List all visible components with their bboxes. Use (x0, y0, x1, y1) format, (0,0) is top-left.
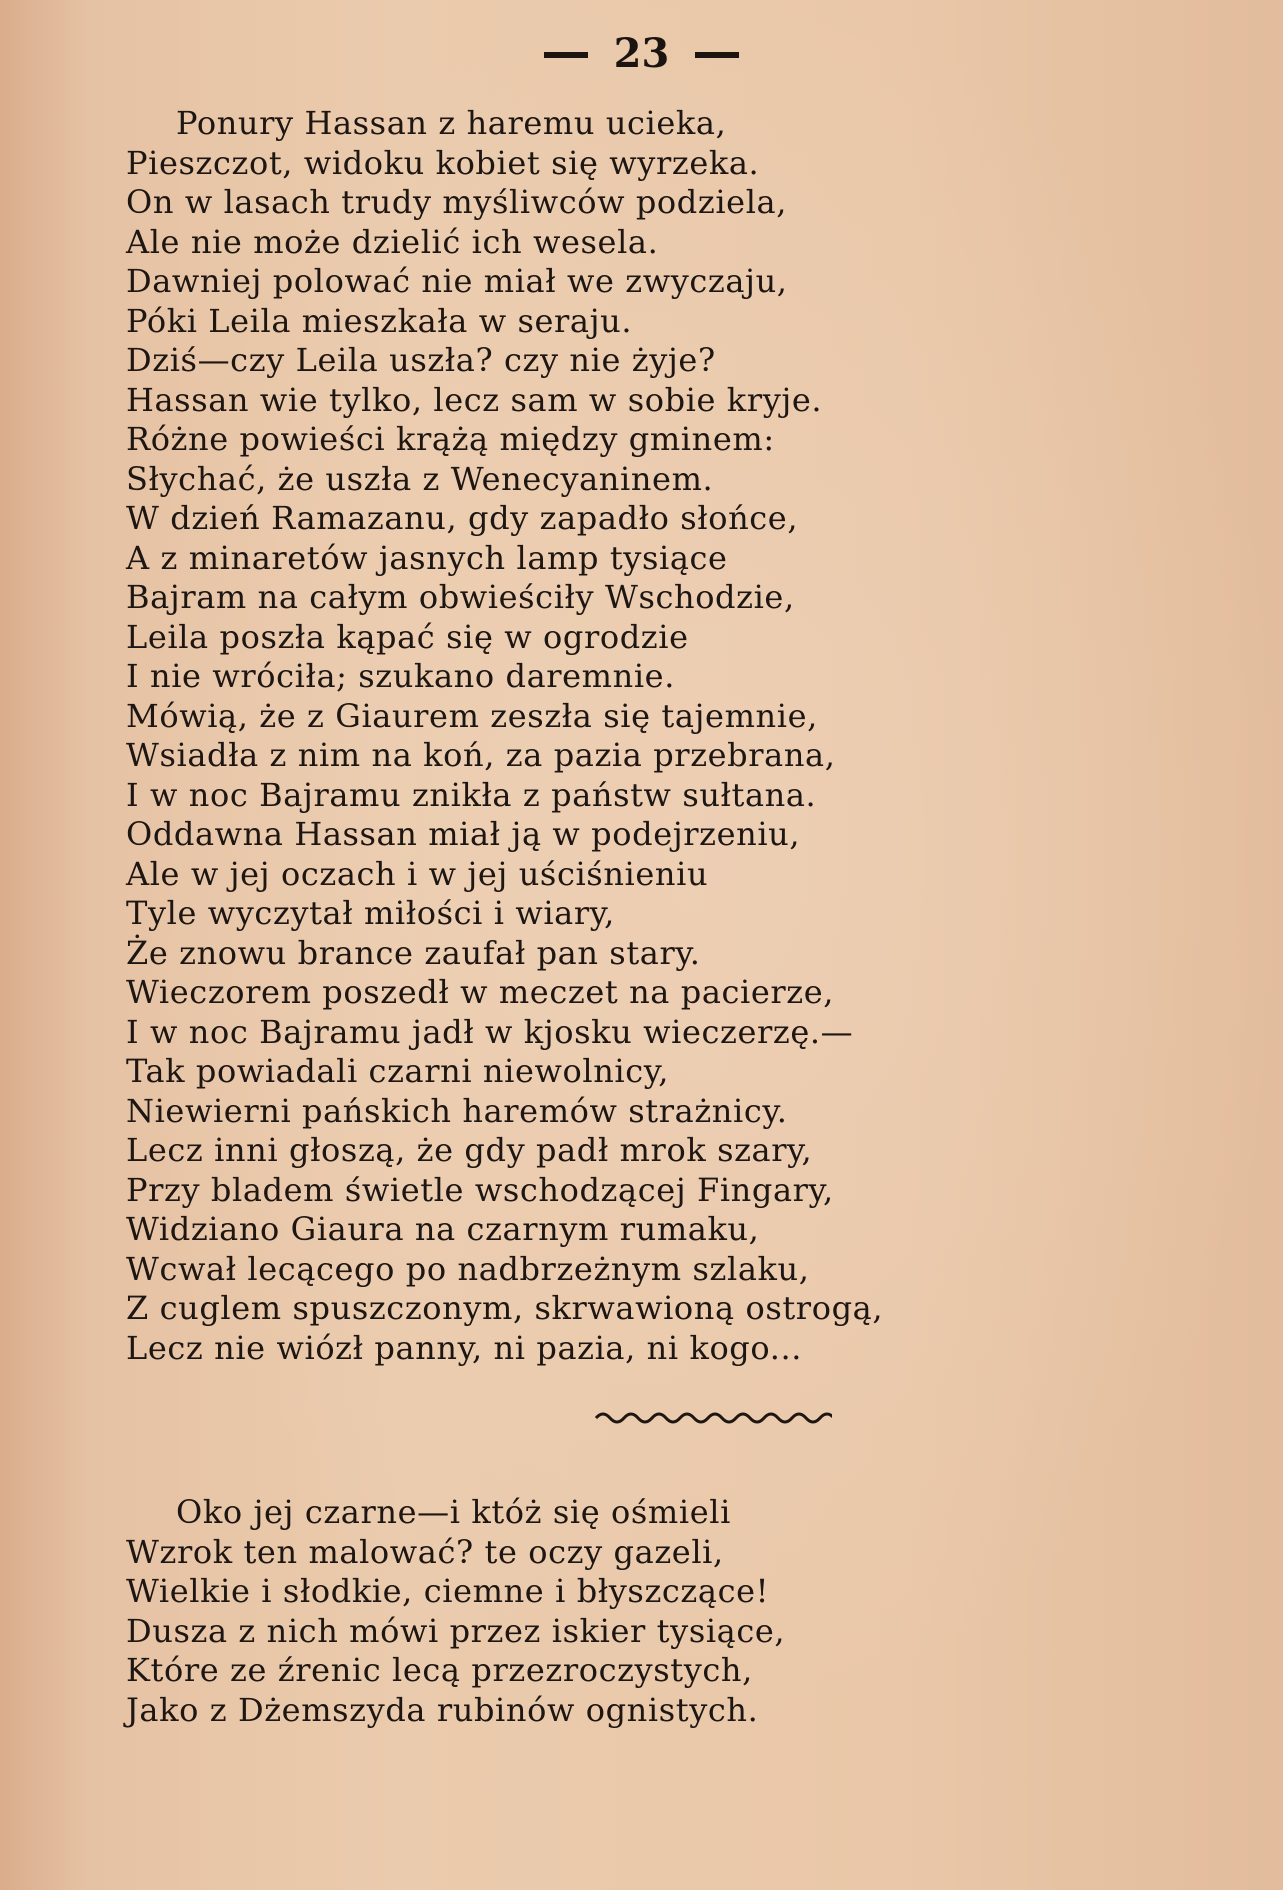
verse-line: Wcwał lecącego po nadbrzeżnym szlaku, (126, 1249, 810, 1288)
verse-line: Widziano Giaura na czarnym rumaku, (126, 1210, 760, 1248)
verse-line: Dusza z nich mówi przez iskier tysiące, (126, 1611, 786, 1650)
verse-line: I nie wróciła; szukano daremnie. (126, 657, 675, 695)
verse-line: Ale nie może dzielić ich wesela. (126, 222, 659, 261)
verse-line: Pieszczot, widoku kobiet się wyrzeka. (126, 143, 760, 182)
verse-line: Oko jej czarne—i któż się ośmieli (176, 1493, 731, 1531)
verse-line: Tak powiadali czarni niewolnicy, (126, 1052, 669, 1090)
page-number: 23 (613, 30, 670, 77)
wavy-divider-line (596, 1414, 832, 1422)
verse-line: Póki Leila mieszkała w seraju. (126, 301, 633, 340)
verse-line: Że znowu brance zaufał pan stary. (126, 933, 701, 972)
verse-line: Mówią, że z Giaurem zeszła się tajemnie, (126, 696, 818, 735)
verse-line: Wzrok ten malować? te oczy gazeli, (126, 1532, 724, 1571)
verse-line: I w noc Bajramu jadł w kjosku wieczerzę.— (126, 1012, 854, 1051)
poem-stanza-1 (126, 104, 883, 1368)
poem-stanza-2 (126, 1493, 785, 1730)
verse-line: Lecz inni głoszą, że gdy padł mrok szary, (126, 1131, 813, 1169)
verse-line: A z minaretów jasnych lamp tysiące (126, 538, 728, 577)
verse-line: Oddawna Hassan miał ją w podejrzeniu, (126, 815, 801, 853)
verse-line: Tyle wyczytał miłości i wiary, (126, 894, 615, 932)
verse-line: Wieczorem poszedł w meczet na pacierze, (126, 973, 835, 1011)
verse-line: Leila poszła kąpać się w ogrodzie (126, 617, 689, 656)
verse-line: Hassan wie tylko, lecz sam w sobie kryje. (126, 380, 823, 419)
verse-line: Ale w jej oczach i w jej uściśnieniu (126, 854, 709, 893)
folio-dash-right (695, 52, 739, 58)
verse-line: Słychać, że uszła z Wenecyaninem. (126, 459, 714, 498)
verse-line: Z cuglem spuszczonym, skrwawioną ostrogą, (126, 1289, 884, 1327)
verse-line: Różne powieści krążą między gminem: (126, 420, 775, 458)
page-number-header (0, 30, 1283, 77)
verse-line: Ponury Hassan z haremu ucieka, (176, 104, 727, 142)
verse-line: I w noc Bajramu znikła z państw sułtana. (126, 775, 817, 814)
verse-line: Niewierni pańskich haremów strażnicy. (126, 1091, 788, 1130)
verse-line: Dziś—czy Leila uszła? czy nie żyje? (126, 341, 716, 379)
verse-line: On w lasach trudy myśliwców podziela, (126, 183, 787, 221)
verse-line: Bajram na całym obwieściły Wschodzie, (126, 578, 795, 616)
wavy-divider-ornament (594, 1408, 832, 1428)
verse-line: Jako z Dżemszyda rubinów ognistych. (126, 1690, 759, 1729)
verse-line: Które ze źrenic lecą przezroczystych, (126, 1651, 753, 1689)
verse-line: Dawniej polować nie miał we zwyczaju, (126, 262, 788, 300)
verse-line: W dzień Ramazanu, gdy zapadło słońce, (126, 499, 799, 537)
verse-line: Wielkie i słodkie, ciemne i błyszczące! (126, 1572, 770, 1610)
verse-line: Lecz nie wiózł panny, ni pazia, ni kogo... (126, 1328, 803, 1367)
folio-dash-left (544, 52, 588, 58)
verse-line: Wsiadła z nim na koń, za pazia przebrana, (126, 736, 836, 774)
verse-line: Przy bladem świetle wschodzącej Fingary, (126, 1170, 834, 1209)
